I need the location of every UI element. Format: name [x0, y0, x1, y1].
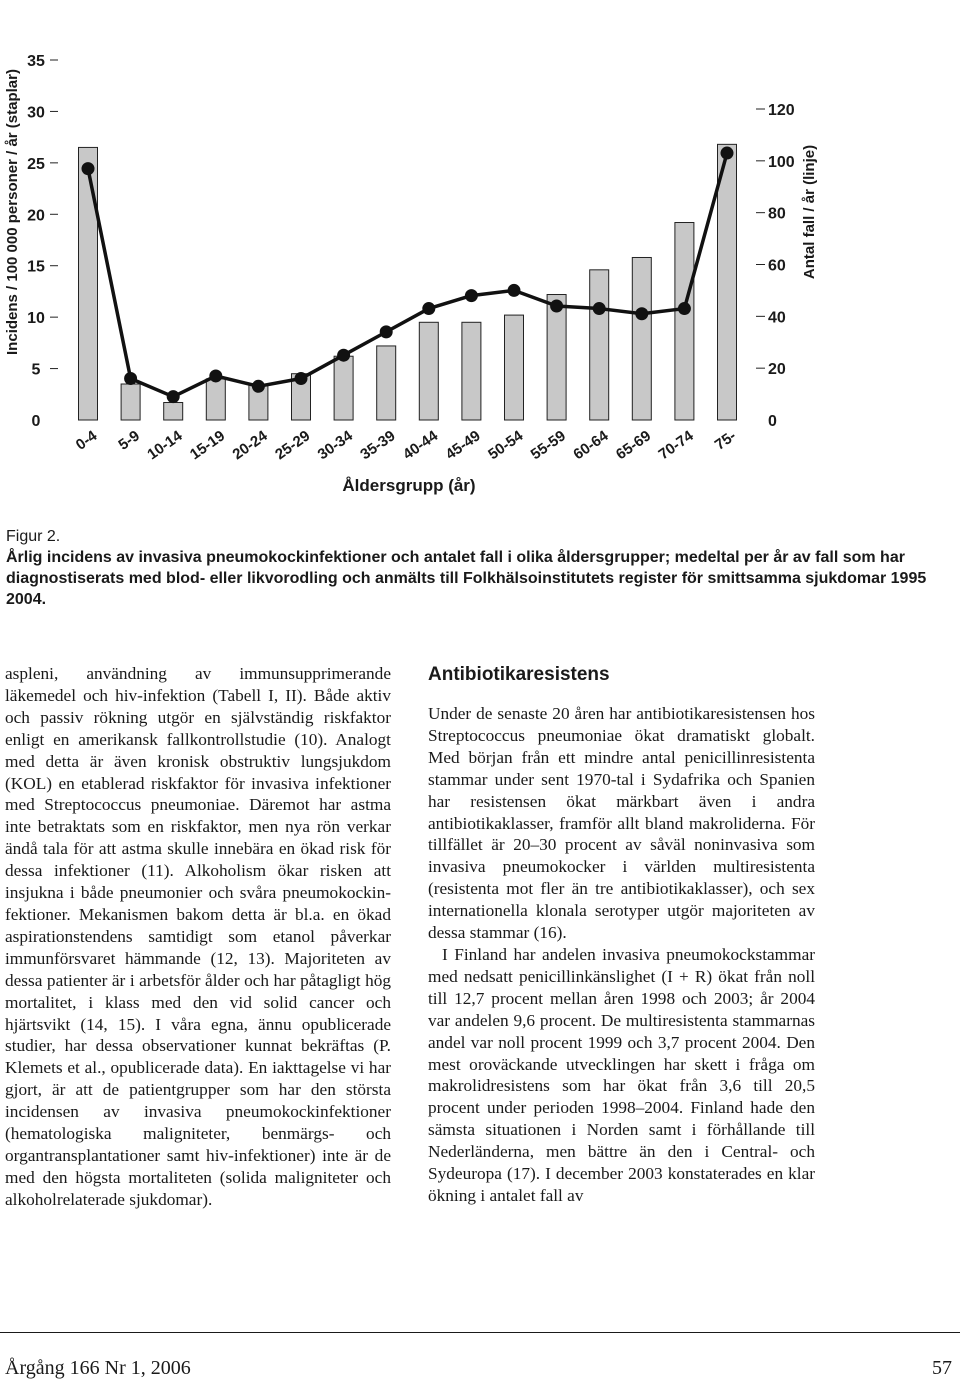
line-point-75- [721, 147, 734, 160]
left-tick-label: 30 [27, 104, 45, 122]
left-tick-label: 5 [31, 361, 41, 379]
line-point-30-34 [337, 349, 350, 362]
y-axis-label-left: Incidens / 100 000 personer / år (staplar) [4, 69, 21, 355]
right-text-column [428, 663, 815, 1207]
x-tick-label: 25-29 [272, 427, 314, 464]
line-point-70-74 [678, 302, 691, 315]
x-tick-label: 5-9 [115, 427, 143, 454]
x-tick-label: 20-24 [229, 427, 271, 464]
x-tick-label: 60-64 [570, 427, 612, 464]
bar-0-4 [79, 147, 98, 420]
bar-35-39 [377, 346, 396, 420]
x-tick-label: 35-39 [357, 427, 399, 464]
line-point-45-49 [465, 289, 478, 302]
y-axis-label-right: Antal fall / år (linje) [801, 144, 818, 280]
bar-10-14 [164, 403, 183, 420]
x-tick-labels [73, 427, 740, 463]
left-tick-label: 0 [31, 413, 41, 430]
bar-75- [718, 144, 737, 420]
line-point-50-54 [508, 284, 521, 297]
body-paragraph: aspleni, användning av immunsupprimerande läkemedel och hiv-infektion (Tabell I, II). Både aktiv och passiv rökning utgör en självständig riskfaktor enligt en amerikansk fallkontrollstudie (10). Analogt med detta är även kronisk obstruktiv lungsjukdom (KOL) en etablerad riskfaktor för invasiva infektioner med Streptococcus pneumoniae. Däremot har astma inte betraktats som en riskfaktor, men nya rön verkar ändå tala för att astma skulle innebära en ökad risk för dessa infektioner (11). Alkoholism ökar risken att insjukna i både pneumonier och svåra pneumokockinfektioner. Mekanismen bakom detta är bl.a. en ökad aspirationstendens samtidigt som etanol påverkar immunförsvaret hämmande (12, 13). Majoriteten av dessa patienter är i arbetsför ålder och har påtagligt hög mortalitet, i klass med den vid solid cancer och hjärtsvikt (14, 15). I våra egna, ännu opublicerade studier, har dessa observationer kunnat bekräftas (P. Klemets et al., opublicerade data). En iakttagelse vi har gjort, är att de patientgrupper som har den största incidensen av invasiva pneumokockinfektioner (hematologiska maligniteter, benmärgs- och organtransplantationer samt hiv-infektioner) inte är de med den högsta mortaliteten (solida maligniteter och alkoholrelaterade sjukdomar). [5, 664, 391, 1209]
line-point-20-24 [252, 380, 265, 393]
x-tick-label: 75- [711, 427, 740, 454]
line-point-55-59 [550, 299, 563, 312]
right-tick-label: 80 [768, 205, 786, 223]
bar-60-64 [590, 270, 609, 420]
left-tick-label: 15 [27, 258, 45, 276]
figure-caption-text: Årlig incidens av invasiva pneumokockinfektioner och antalet fall i olika åldersgrupper; medeltal per år av fall som har diagnostiserats med blod- eller likvorodling och anmälts till Folkhälsoinstitutets register för smittsamma sjukdomar 1995 2004. [6, 549, 927, 608]
x-tick-label: 70-74 [655, 427, 697, 464]
x-tick-label: 55-59 [527, 427, 569, 464]
x-tick-label: 10-14 [144, 427, 186, 464]
line-point-0-4 [82, 162, 95, 175]
right-tick-label: 120 [768, 102, 795, 119]
line-point-15-19 [209, 369, 222, 382]
left-text-column [5, 663, 391, 1211]
left-tick-label: 25 [27, 155, 45, 173]
right-tick-label: 0 [768, 413, 777, 430]
body-paragraph: Under de senaste 20 åren har antibiotikaresistensen hos Streptococcus pneumoniae ökat dramatiskt globalt. Med början från ett mindre antal penicillinresistenta stammar under sent 1970-tal i Sydafrika och Spanien har resistensen ökat märkbart även i andra antibiotikaklasser, framför allt bland makroliderna. För tillfället är 20–30 procent av såväl noninvasiva som invasiva pneumokocker i världen multiresistenta (resistenta mot fler än tre antibiotikaklasser), och sex internationella klonala serotyper utgör majoriteten av dessa stammar (16). [428, 704, 815, 943]
x-axis-label: Åldersgrupp (år) [342, 476, 476, 495]
bar-55-59 [547, 295, 566, 420]
x-tick-label: 50-54 [485, 427, 527, 464]
bar-45-49 [462, 322, 481, 420]
right-y-axis [756, 102, 795, 430]
cases-line [88, 153, 727, 397]
right-tick-label: 100 [768, 153, 795, 171]
line-point-5-9 [124, 372, 137, 385]
bar-70-74 [675, 223, 694, 420]
bar-30-34 [334, 356, 353, 420]
bar-15-19 [206, 379, 225, 420]
footer-issue: Årgång 166 Nr 1, 2006 [5, 1357, 191, 1379]
bar-40-44 [419, 322, 438, 420]
line-point-35-39 [380, 325, 393, 338]
left-y-axis [27, 53, 58, 430]
right-tick-label: 20 [768, 361, 786, 379]
x-tick-label: 15-19 [186, 427, 229, 464]
x-tick-label: 0-4 [72, 427, 101, 454]
figure-caption [6, 526, 954, 610]
section-heading: Antibiotikaresistens [428, 664, 610, 685]
page-number: 57 [932, 1357, 952, 1379]
line-point-40-44 [422, 302, 435, 315]
bar-50-54 [505, 315, 524, 420]
left-tick-label: 10 [27, 310, 45, 328]
x-tick-label: 45-49 [442, 427, 484, 464]
left-tick-label: 20 [27, 207, 45, 225]
line-point-25-29 [295, 372, 308, 385]
figure-label: Figur 2. [6, 528, 61, 545]
line-point-10-14 [167, 390, 180, 403]
footer-rule [0, 1332, 960, 1333]
left-tick-label: 35 [27, 53, 45, 70]
line-point-65-69 [635, 307, 648, 320]
line-point-60-64 [593, 302, 606, 315]
body-paragraph: I Finland har andelen invasiva pneumokockstammar med nedsatt penicillinkänslighet (I + R) ökat från noll till 12,7 procent mellan åren 1998 och 2003; år 2004 var andelen 9,6 procent. De multiresistenta stammarnas andel var noll procent 1999 och 3,7 procent 2004. Den mest oroväckande utvecklingen har skett i fråga om makrolidresistens som har ökat från 3,6 till 20,5 procent under perioden 1998–2004. Finland hade den sämsta situationen i Norden samt i förhållande till Nederländerna, men bättre än den i Central- och Sydeuropa (17). I december 2003 konstaterades en klar ökning i antalet fall av [428, 944, 815, 1205]
bar-65-69 [632, 257, 651, 420]
x-tick-label: 65-69 [612, 427, 655, 464]
bar-5-9 [121, 384, 140, 420]
incidence-bars [79, 144, 737, 420]
x-tick-label: 30-34 [314, 427, 356, 464]
right-tick-label: 60 [768, 257, 786, 275]
right-tick-label: 40 [768, 309, 786, 327]
x-tick-label: 40-44 [399, 427, 442, 464]
age-group-chart [0, 0, 960, 510]
